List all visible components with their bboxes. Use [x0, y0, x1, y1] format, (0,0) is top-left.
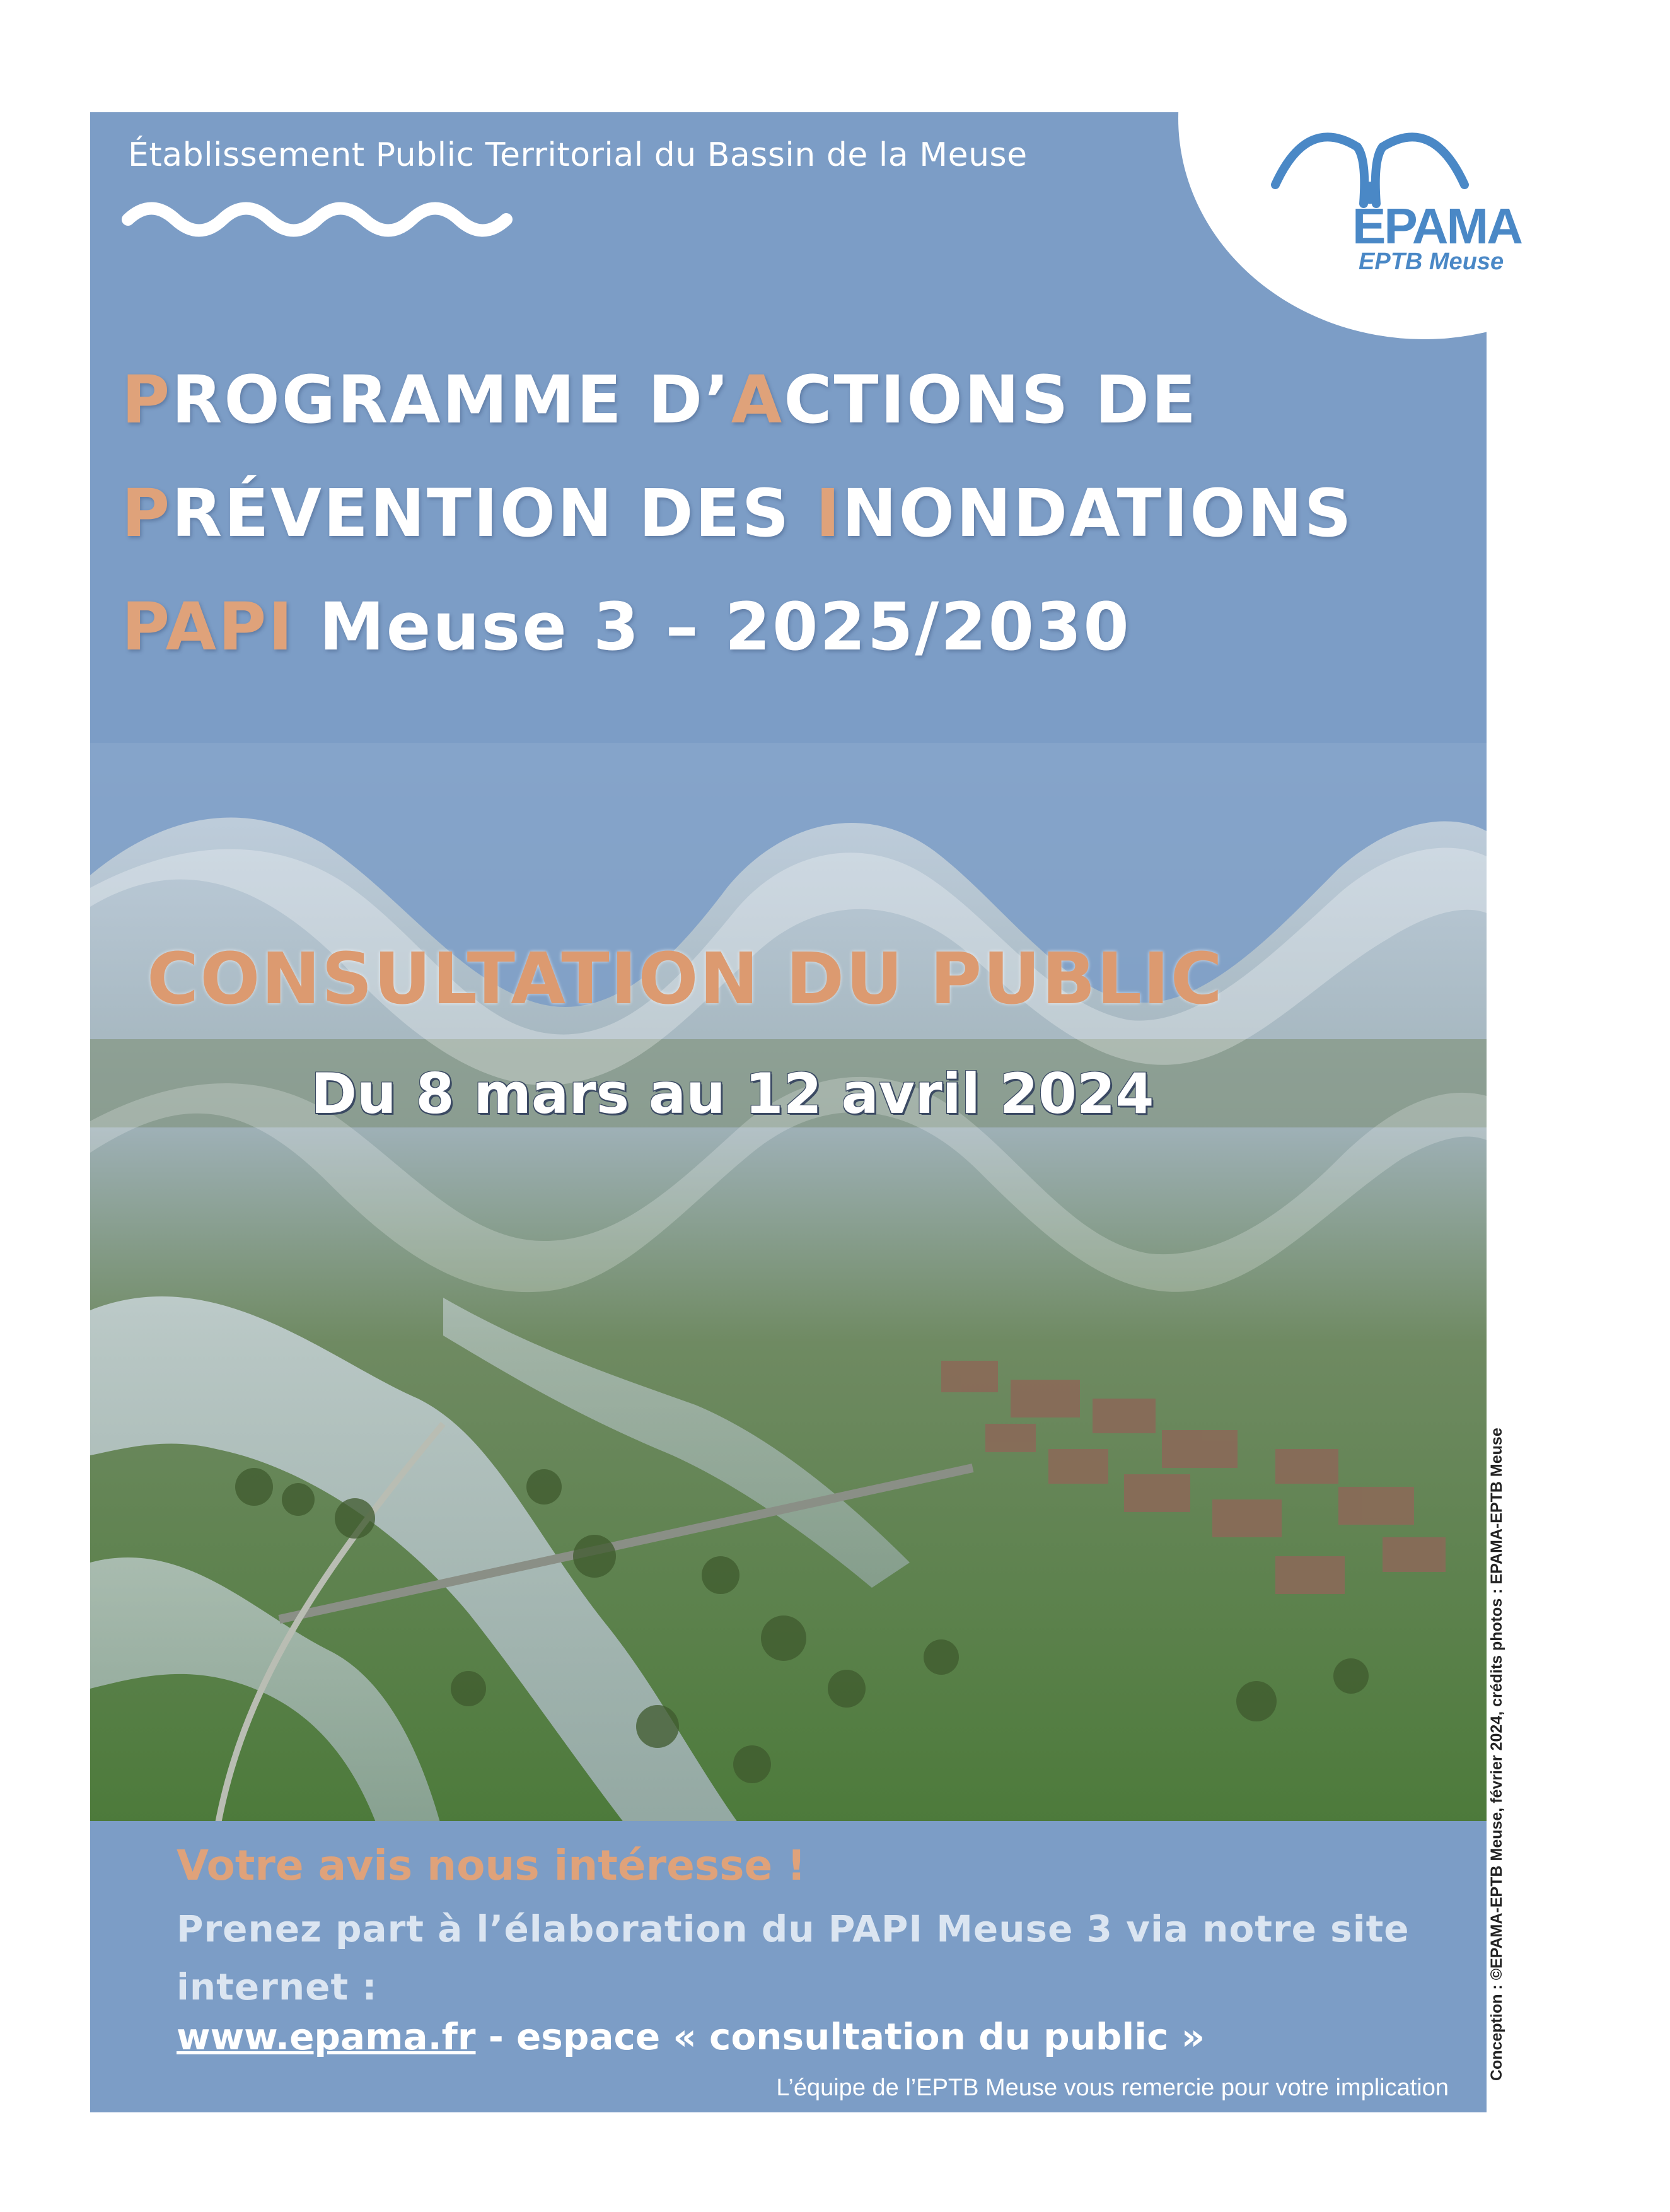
- title-text: NONDATIONS: [842, 475, 1354, 552]
- aerial-flood-photo: [90, 743, 1487, 1834]
- website-link[interactable]: www.epama.fr: [177, 2015, 476, 2058]
- website-suffix: - espace « consultation du public »: [475, 2015, 1205, 2058]
- title-text: ROGRAMME D’: [171, 361, 731, 438]
- call-to-action-headline: Votre avis nous intéresse !: [177, 1841, 806, 1890]
- website-line: [177, 2015, 1205, 2058]
- thanks-note: L’équipe de l’EPTB Meuse vous remercie pour votre implication: [776, 2075, 1449, 2101]
- title-accent-letter: I: [815, 475, 842, 552]
- logo-name: EPAMA: [1352, 198, 1521, 254]
- title-text: CTIONS DE: [784, 361, 1198, 438]
- title-accent-letter: P: [122, 361, 172, 438]
- logo-subtitle: EPTB Meuse: [1359, 248, 1504, 275]
- consultation-heading: CONSULTATION DU PUBLIC: [147, 938, 1224, 1020]
- title-line-3: [122, 588, 1131, 665]
- title-text: Meuse 3 – 2025/2030: [294, 588, 1131, 665]
- title-line-1: [122, 361, 1198, 438]
- wave-decoration-icon: [128, 194, 506, 251]
- call-to-action-body: Prenez part à l’élaboration du PAPI Meuse 3 via notre site internet :: [177, 1907, 1410, 2008]
- organization-name: Établissement Public Territorial du Bassin de la Meuse: [128, 136, 1028, 174]
- consultation-dates: Du 8 mars au 12 avril 2024: [311, 1061, 1154, 1126]
- photo-credits: Conception : ©EPAMA-EPTB Meuse, février 2024, crédits photos : EPAMA-EPTB Meuse: [1488, 1428, 1505, 2081]
- title-line-2: [122, 475, 1354, 552]
- title-text: RÉVENTION DES: [171, 475, 816, 552]
- title-accent-letter: P: [122, 475, 172, 552]
- title-accent-letter: A: [731, 361, 784, 438]
- title-accent-word: PAPI: [122, 588, 295, 665]
